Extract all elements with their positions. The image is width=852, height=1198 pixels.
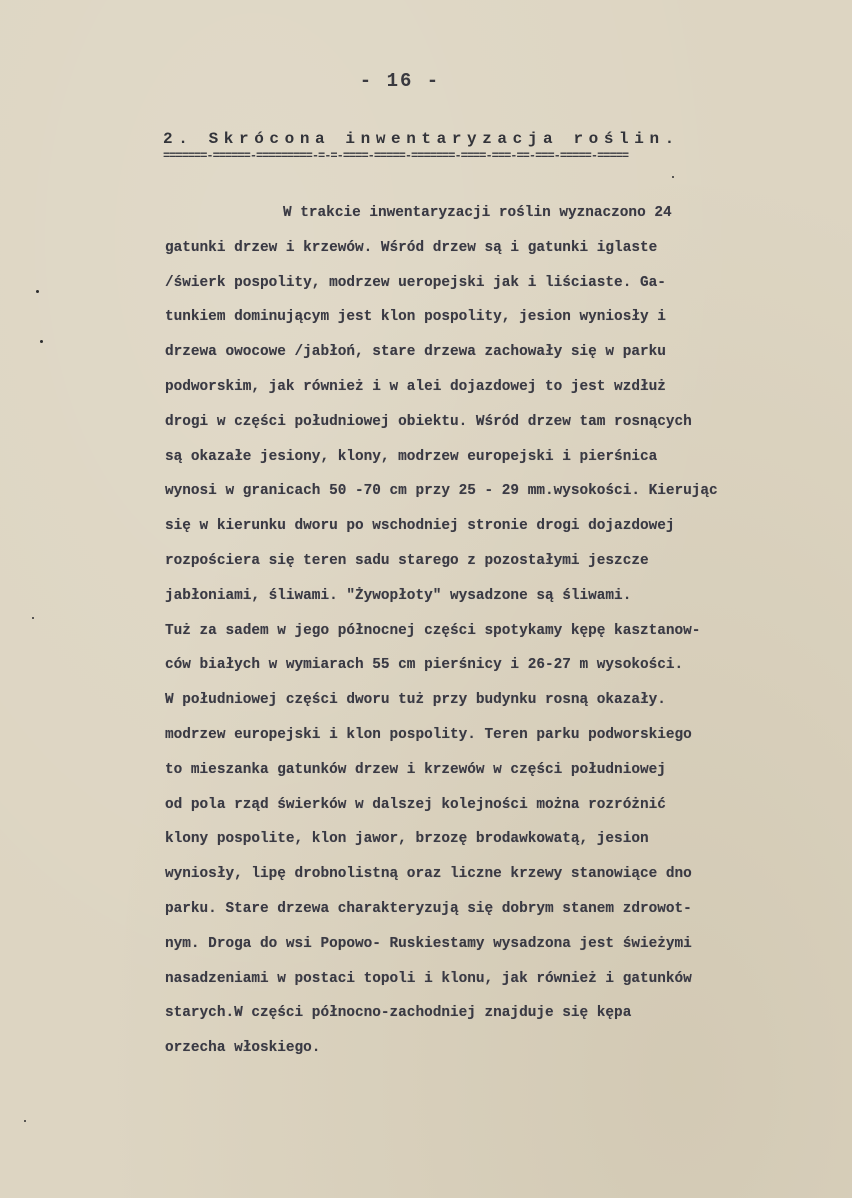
text-line: nasadzeniami w postaci topoli i klonu, jak również i gatunków: [165, 970, 692, 987]
scan-speck: [672, 176, 674, 178]
text-line: podworskim, jak również i w alei dojazdowej to jest wzdłuż: [165, 378, 666, 395]
text-line: klony pospolite, klon jawor, brzozę brodawkowatą, jesion: [165, 831, 649, 848]
section-heading: 2. Skrócona inwentaryzacja roślin.: [163, 130, 680, 148]
text-line: jabłoniami, śliwami. "Żywopłoty" wysadzone są śliwami.: [165, 587, 632, 604]
text-line: wyniosły, lipę drobnolistną oraz liczne krzewy stanowiące dno: [165, 866, 692, 883]
heading-underline: =======-======-=========-=-=-====-=====-=======-====-===-==-===-=====-=====: [163, 150, 629, 162]
body-text: [165, 196, 850, 1066]
text-line: W trakcie inwentaryzacji roślin wyznaczono 24: [283, 205, 672, 221]
text-line: się w kierunku dworu po wschodniej stronie drogi dojazdowej: [165, 518, 675, 535]
text-line: są okazałe jesiony, klony, modrzew europejski i pierśnica: [165, 448, 658, 465]
text-line: modrzew europejski i klon pospolity. Teren parku podworskiego: [165, 726, 692, 743]
text-line: Tuż za sadem w jego północnej części spotykamy kępę kasztanow-: [165, 622, 701, 639]
scan-speck: [32, 617, 34, 619]
text-line: drogi w części południowej obiektu. Wśród drzew tam rosnących: [165, 413, 692, 430]
text-line: tunkiem dominującym jest klon pospolity, jesion wyniosły i: [165, 309, 666, 326]
text-line: orzecha włoskiego.: [165, 1040, 321, 1057]
text-line: drzewa owocowe /jabłoń, stare drzewa zachowały się w parku: [165, 344, 666, 361]
text-line: nym. Droga do wsi Popowo- Ruskiestamy wysadzona jest świeżymi: [165, 935, 692, 952]
text-line: W południowej części dworu tuż przy budynku rosną okazały.: [165, 692, 666, 709]
text-line: ców białych w wymiarach 55 cm pierśnicy i 26-27 m wysokości.: [165, 657, 684, 674]
text-line: /świerk pospolity, modrzew ueropejski jak i liściaste. Ga-: [165, 274, 666, 291]
text-line: gatunki drzew i krzewów. Wśród drzew są i gatunki iglaste: [165, 239, 658, 256]
text-line: wynosi w granicach 50 -70 cm przy 25 - 29 mm.wysokości. Kierując: [165, 483, 718, 500]
scan-speck: [24, 1120, 26, 1122]
scan-speck: [40, 340, 43, 343]
text-line: starych.W części północno-zachodniej znajduje się kępa: [165, 1005, 632, 1022]
text-line: rozpościera się teren sadu starego z pozostałymi jeszcze: [165, 552, 649, 569]
text-line: to mieszanka gatunków drzew i krzewów w części południowej: [165, 761, 666, 778]
page-number: - 16 -: [359, 70, 441, 92]
text-line: parku. Stare drzewa charakteryzują się dobrym stanem zdrowot-: [165, 900, 692, 917]
scan-speck: [36, 290, 39, 293]
text-line: od pola rząd świerków w dalszej kolejności można rozróżnić: [165, 796, 666, 813]
